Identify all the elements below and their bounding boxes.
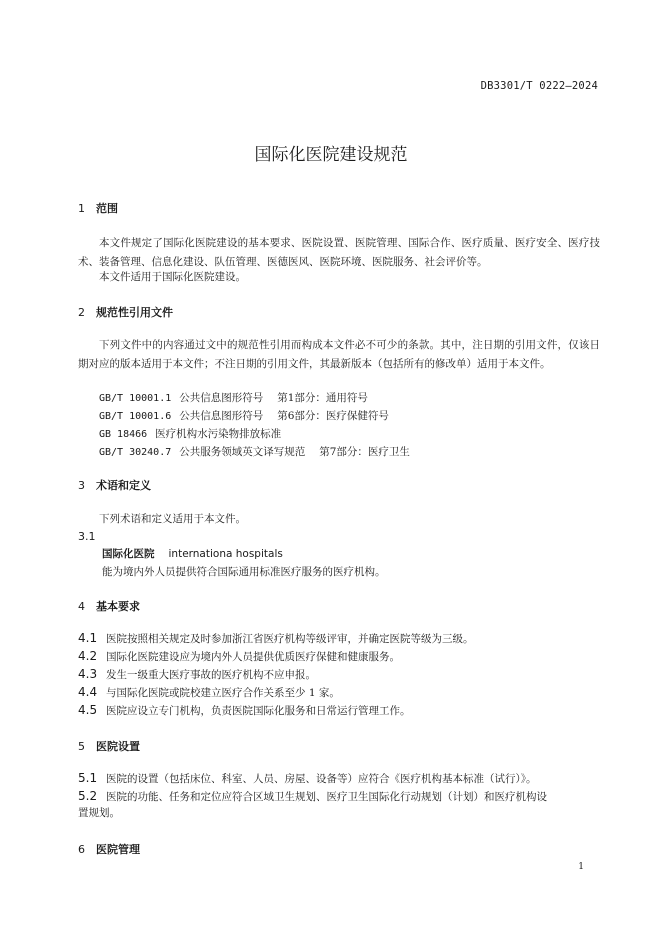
reference-item bbox=[99, 390, 368, 407]
reference-part: 第1部分：通用符号 bbox=[277, 392, 368, 404]
section-1-paragraph-1: 本文件规定了国际化医院建设的基本要求、医院设置、医院管理、国际合作、医疗质量、医疗安全、医疗技术、装备管理、信息化建设、队伍管理、医德医风、医院环境、医院服务、社会评价等。 bbox=[78, 237, 600, 268]
clause-number: 4.4 bbox=[78, 685, 98, 699]
clause-text: 与国际化医院或院校建立医疗合作关系至少 1 家。 bbox=[106, 687, 340, 699]
section-2-paragraph-1: 下列文件中的内容通过文中的规范性引用而构成本文件必不可少的条款。其中，注日期的引用文件，仅该日期对应的版本适用于本文件；不注日期的引用文件，其最新版本（包括所有的修改单）适用于本文件。 bbox=[78, 339, 600, 370]
clause-number: 4.2 bbox=[78, 649, 98, 663]
clause-text: 国际化医院建设应为境内外人员提供优质医疗保健和健康服务。 bbox=[106, 651, 400, 663]
reference-name: 医疗机构水污染物排放标准 bbox=[155, 428, 282, 440]
reference-name: 公共信息图形符号 bbox=[179, 392, 264, 404]
section-3-paragraph-1: 下列术语和定义适用于本文件。 bbox=[99, 513, 246, 525]
reference-item bbox=[99, 408, 389, 425]
reference-code: GB/T 30240.7 bbox=[99, 447, 172, 458]
section-2-heading bbox=[78, 304, 173, 320]
term-chinese: 国际化医院 bbox=[102, 548, 155, 560]
clause-number: 5.1 bbox=[78, 771, 98, 785]
reference-name: 公共服务领域英文译写规范 bbox=[179, 446, 306, 458]
page-number: 1 bbox=[578, 862, 584, 872]
clause-item bbox=[78, 685, 340, 700]
section-6-heading bbox=[78, 841, 140, 857]
reference-part: 第7部分：医疗卫生 bbox=[319, 446, 410, 458]
section-number: 2 bbox=[78, 306, 85, 319]
clause-text: 医院应设立专门机构，负责医院国际化服务和日常运行管理工作。 bbox=[106, 705, 411, 717]
reference-item bbox=[99, 426, 295, 443]
section-4-heading bbox=[78, 598, 140, 614]
term-entry bbox=[102, 546, 283, 561]
section-title: 规范性引用文件 bbox=[96, 306, 173, 319]
section-number: 4 bbox=[78, 600, 85, 613]
reference-item bbox=[99, 444, 410, 461]
section-3-heading bbox=[78, 477, 151, 493]
clause-item bbox=[78, 789, 547, 804]
clause-number: 4.5 bbox=[78, 703, 98, 717]
clause-text: 医院的设置（包括床位、科室、人员、房屋、设备等）应符合《医疗机构基本标准（试行）》。 bbox=[106, 773, 537, 785]
section-number: 5 bbox=[78, 740, 85, 753]
term-definition: 能为境内外人员提供符合国际通用标准医疗服务的医疗机构。 bbox=[102, 566, 386, 578]
clause-text: 医院按照相关规定及时参加浙江省医疗机构等级评审，并确定医院等级为三级。 bbox=[106, 633, 474, 645]
section-title: 术语和定义 bbox=[96, 479, 151, 492]
term-english: internationa hospitals bbox=[168, 548, 283, 560]
section-1-heading bbox=[78, 200, 118, 216]
clause-number: 4.1 bbox=[78, 631, 98, 645]
reference-code: GB 18466 bbox=[99, 429, 148, 440]
section-title: 基本要求 bbox=[96, 600, 140, 613]
section-title: 范围 bbox=[96, 202, 118, 215]
section-1-paragraph-2: 本文件适用于国际化医院建设。 bbox=[99, 271, 246, 283]
section-5-heading bbox=[78, 738, 140, 754]
clause-text: 医院的功能、任务和定位应符合区域卫生规划、医疗卫生国际化行动规划（计划）和医疗机构设 bbox=[106, 791, 547, 803]
clause-number: 5.2 bbox=[78, 789, 98, 803]
clause-item bbox=[78, 703, 411, 718]
section-title: 医院管理 bbox=[96, 843, 140, 856]
section-number: 6 bbox=[78, 843, 85, 856]
section-title: 医院设置 bbox=[96, 740, 140, 753]
clause-text: 发生一级重大医疗事故的医疗机构不应申报。 bbox=[106, 669, 316, 681]
reference-name: 公共信息图形符号 bbox=[179, 410, 264, 422]
clause-item bbox=[78, 667, 316, 682]
clause-number: 4.3 bbox=[78, 667, 98, 681]
clause-item bbox=[78, 631, 474, 646]
section-number: 3 bbox=[78, 479, 85, 492]
reference-code: GB/T 10001.1 bbox=[99, 393, 172, 404]
clause-text-continuation: 置规划。 bbox=[78, 807, 120, 819]
reference-code: GB/T 10001.6 bbox=[99, 411, 172, 422]
reference-part: 第6部分：医疗保健符号 bbox=[277, 410, 389, 422]
document-title: 国际化医院建设规范 bbox=[254, 145, 408, 165]
clause-item bbox=[78, 649, 400, 664]
section-number: 1 bbox=[78, 202, 85, 215]
term-number: 3.1 bbox=[78, 530, 96, 543]
clause-item bbox=[78, 771, 537, 786]
document-code: DB3301/T 0222—2024 bbox=[480, 80, 598, 92]
